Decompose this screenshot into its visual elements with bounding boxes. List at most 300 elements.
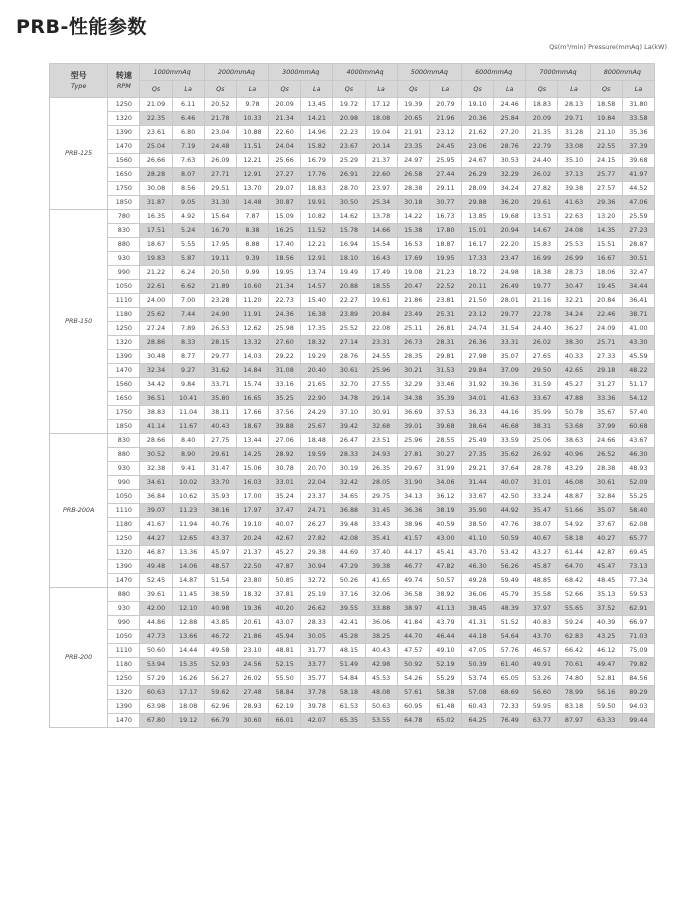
la-cell: 23.12 <box>429 126 461 140</box>
qs-cell: 30.50 <box>333 196 365 210</box>
la-cell: 45.79 <box>494 588 526 602</box>
qs-cell: 28.86 <box>140 336 172 350</box>
qs-cell: 33.36 <box>590 392 622 406</box>
la-cell: 28.13 <box>558 98 590 112</box>
la-cell: 20.24 <box>236 532 268 546</box>
la-cell: 14.84 <box>236 364 268 378</box>
qs-cell: 38.50 <box>462 518 494 532</box>
la-cell: 38.25 <box>365 630 397 644</box>
la-cell: 25.95 <box>429 154 461 168</box>
la-cell: 20.40 <box>301 364 333 378</box>
la-cell: 23.51 <box>365 434 397 448</box>
qs-cell: 24.40 <box>526 154 558 168</box>
la-cell: 78.99 <box>558 686 590 700</box>
la-cell: 12.21 <box>301 238 333 252</box>
qs-cell: 20.36 <box>462 112 494 126</box>
header-qs: Qs <box>269 81 301 98</box>
qs-cell: 19.95 <box>269 266 301 280</box>
header-la: La <box>172 81 204 98</box>
la-cell: 8.90 <box>172 448 204 462</box>
table-row <box>50 140 655 154</box>
la-cell: 24.55 <box>365 350 397 364</box>
qs-cell: 32.70 <box>333 378 365 392</box>
qs-cell: 14.22 <box>397 210 429 224</box>
qs-cell: 43.70 <box>462 546 494 560</box>
qs-cell: 25.77 <box>590 168 622 182</box>
header-qs: Qs <box>526 81 558 98</box>
la-cell: 87.97 <box>558 714 590 728</box>
qs-cell: 38.11 <box>204 406 236 420</box>
la-cell: 21.96 <box>429 112 461 126</box>
table-row <box>50 392 655 406</box>
la-cell: 11.94 <box>172 518 204 532</box>
qs-cell: 41.84 <box>397 616 429 630</box>
la-cell: 16.38 <box>301 308 333 322</box>
qs-cell: 27.33 <box>590 350 622 364</box>
qs-cell: 35.47 <box>526 504 558 518</box>
la-cell: 16.65 <box>236 392 268 406</box>
qs-cell: 47.73 <box>140 630 172 644</box>
la-cell: 89.29 <box>622 686 654 700</box>
rpm-cell: 1320 <box>108 546 140 560</box>
qs-cell: 48.45 <box>590 574 622 588</box>
qs-cell: 24.48 <box>204 140 236 154</box>
rpm-cell: 830 <box>108 224 140 238</box>
la-cell: 31.99 <box>429 462 461 476</box>
la-cell: 32.72 <box>301 574 333 588</box>
la-cell: 8.33 <box>172 336 204 350</box>
rpm-cell: 1320 <box>108 112 140 126</box>
table-row <box>50 630 655 644</box>
la-cell: 18.32 <box>236 588 268 602</box>
la-cell: 66.42 <box>558 644 590 658</box>
la-cell: 8.56 <box>172 182 204 196</box>
table-row <box>50 322 655 336</box>
la-cell: 37.53 <box>429 406 461 420</box>
la-cell: 61.44 <box>558 546 590 560</box>
table-row <box>50 560 655 574</box>
page-title: PRB-性能参数 <box>16 16 147 38</box>
la-cell: 58.18 <box>558 532 590 546</box>
qs-cell: 30.61 <box>333 364 365 378</box>
la-cell: 41.13 <box>429 602 461 616</box>
qs-cell: 40.43 <box>204 420 236 434</box>
la-cell: 32.29 <box>494 168 526 182</box>
qs-cell: 40.27 <box>590 532 622 546</box>
la-cell: 7.87 <box>236 210 268 224</box>
la-cell: 17.80 <box>429 224 461 238</box>
la-cell: 21.23 <box>429 266 461 280</box>
la-cell: 30.05 <box>301 630 333 644</box>
performance-table <box>49 63 655 728</box>
header-pressure: 5000mmAq <box>397 64 461 81</box>
la-cell: 34.06 <box>429 476 461 490</box>
la-cell: 9.99 <box>236 266 268 280</box>
la-cell: 14.57 <box>301 280 333 294</box>
la-cell: 26.02 <box>236 672 268 686</box>
rpm-cell: 1470 <box>108 714 140 728</box>
la-cell: 58.38 <box>429 686 461 700</box>
qs-cell: 64.25 <box>462 714 494 728</box>
la-cell: 14.96 <box>301 126 333 140</box>
qs-cell: 42.00 <box>140 602 172 616</box>
qs-cell: 61.53 <box>333 700 365 714</box>
table-row <box>50 182 655 196</box>
la-cell: 32.47 <box>622 266 654 280</box>
table-row <box>50 672 655 686</box>
qs-cell: 13.51 <box>526 210 558 224</box>
qs-cell: 54.84 <box>333 672 365 686</box>
table-row <box>50 294 655 308</box>
qs-cell: 39.88 <box>269 420 301 434</box>
qs-cell: 39.01 <box>397 420 429 434</box>
qs-cell: 23.67 <box>333 140 365 154</box>
la-cell: 48.08 <box>365 686 397 700</box>
qs-cell: 23.06 <box>462 140 494 154</box>
qs-cell: 22.73 <box>269 294 301 308</box>
table-row <box>50 434 655 448</box>
qs-cell: 32.29 <box>397 378 429 392</box>
qs-cell: 29.61 <box>526 196 558 210</box>
qs-cell: 35.67 <box>590 406 622 420</box>
qs-cell: 29.21 <box>462 462 494 476</box>
la-cell: 32.06 <box>365 588 397 602</box>
qs-cell: 21.10 <box>590 126 622 140</box>
la-cell: 19.61 <box>365 294 397 308</box>
la-cell: 30.51 <box>622 252 654 266</box>
table-row <box>50 196 655 210</box>
la-cell: 48.22 <box>622 364 654 378</box>
qs-cell: 20.65 <box>397 112 429 126</box>
la-cell: 7.00 <box>172 294 204 308</box>
qs-cell: 41.31 <box>462 616 494 630</box>
qs-cell: 29.18 <box>590 364 622 378</box>
header-pressure: 2000mmAq <box>204 64 268 81</box>
qs-cell: 34.65 <box>333 490 365 504</box>
qs-cell: 35.13 <box>590 588 622 602</box>
qs-cell: 49.91 <box>526 658 558 672</box>
la-cell: 35.62 <box>494 448 526 462</box>
qs-cell: 53.94 <box>140 658 172 672</box>
qs-cell: 17.33 <box>462 252 494 266</box>
la-cell: 18.32 <box>301 336 333 350</box>
la-cell: 26.62 <box>301 602 333 616</box>
qs-cell: 28.66 <box>140 434 172 448</box>
table-row <box>50 252 655 266</box>
la-cell: 23.81 <box>429 294 461 308</box>
qs-cell: 26.58 <box>397 168 429 182</box>
qs-cell: 44.86 <box>140 616 172 630</box>
qs-cell: 20.09 <box>526 112 558 126</box>
la-cell: 59.49 <box>494 574 526 588</box>
la-cell: 17.00 <box>236 490 268 504</box>
la-cell: 30.27 <box>429 448 461 462</box>
la-cell: 13.70 <box>236 182 268 196</box>
la-cell: 25.31 <box>429 308 461 322</box>
qs-cell: 40.98 <box>204 602 236 616</box>
qs-cell: 40.39 <box>590 616 622 630</box>
la-cell: 53.42 <box>494 546 526 560</box>
qs-cell: 49.48 <box>140 560 172 574</box>
la-cell: 24.45 <box>429 140 461 154</box>
qs-cell: 50.26 <box>333 574 365 588</box>
qs-cell: 22.78 <box>526 308 558 322</box>
rpm-cell: 1470 <box>108 574 140 588</box>
qs-cell: 51.49 <box>333 658 365 672</box>
la-cell: 26.49 <box>494 280 526 294</box>
qs-cell: 34.01 <box>462 392 494 406</box>
header-la: La <box>429 81 461 98</box>
qs-cell: 18.72 <box>462 266 494 280</box>
qs-cell: 29.84 <box>462 364 494 378</box>
qs-cell: 34.38 <box>397 392 429 406</box>
header-rpm-cn: 转速 <box>115 70 132 80</box>
qs-cell: 19.08 <box>397 266 429 280</box>
qs-cell: 19.83 <box>140 252 172 266</box>
qs-cell: 38.07 <box>526 518 558 532</box>
la-cell: 25.34 <box>365 196 397 210</box>
la-cell: 46.08 <box>558 476 590 490</box>
qs-cell: 35.24 <box>269 490 301 504</box>
la-cell: 22.63 <box>558 210 590 224</box>
qs-cell: 38.45 <box>462 602 494 616</box>
qs-cell: 29.61 <box>204 448 236 462</box>
la-cell: 13.32 <box>236 336 268 350</box>
la-cell: 6.62 <box>172 280 204 294</box>
qs-cell: 45.47 <box>590 560 622 574</box>
la-cell: 14.66 <box>365 224 397 238</box>
la-cell: 43.30 <box>622 336 654 350</box>
qs-cell: 62.96 <box>204 700 236 714</box>
qs-cell: 22.35 <box>140 112 172 126</box>
la-cell: 68.42 <box>558 574 590 588</box>
qs-cell: 31.90 <box>397 476 429 490</box>
la-cell: 7.44 <box>172 308 204 322</box>
la-cell: 27.48 <box>236 686 268 700</box>
la-cell: 7.89 <box>172 322 204 336</box>
header-la: La <box>622 81 654 98</box>
rpm-cell: 990 <box>108 476 140 490</box>
la-cell: 7.63 <box>172 154 204 168</box>
table-row <box>50 378 655 392</box>
qs-cell: 29.67 <box>397 462 429 476</box>
qs-cell: 28.35 <box>397 350 429 364</box>
la-cell: 21.86 <box>236 630 268 644</box>
rpm-cell: 930 <box>108 602 140 616</box>
qs-cell: 38.83 <box>140 406 172 420</box>
la-cell: 22.60 <box>365 168 397 182</box>
qs-cell: 40.76 <box>204 518 236 532</box>
la-cell: 62.08 <box>622 518 654 532</box>
qs-cell: 35.58 <box>526 588 558 602</box>
qs-cell: 34.61 <box>140 476 172 490</box>
qs-cell: 38.59 <box>204 588 236 602</box>
la-cell: 22.08 <box>365 322 397 336</box>
qs-cell: 30.48 <box>140 350 172 364</box>
qs-cell: 65.35 <box>333 714 365 728</box>
la-cell: 24.71 <box>301 504 333 518</box>
header-type <box>50 64 108 98</box>
la-cell: 24.29 <box>301 406 333 420</box>
qs-cell: 52.93 <box>204 658 236 672</box>
la-cell: 14.21 <box>301 112 333 126</box>
qs-cell: 39.55 <box>333 602 365 616</box>
qs-cell: 21.89 <box>204 280 236 294</box>
la-cell: 33.43 <box>365 518 397 532</box>
qs-cell: 31.62 <box>204 364 236 378</box>
qs-cell: 25.11 <box>397 322 429 336</box>
la-cell: 18.87 <box>429 238 461 252</box>
la-cell: 25.19 <box>301 588 333 602</box>
la-cell: 22.52 <box>429 280 461 294</box>
la-cell: 25.59 <box>622 210 654 224</box>
qs-cell: 28.38 <box>397 182 429 196</box>
header-rpm-en: RPM <box>116 81 131 90</box>
la-cell: 26.27 <box>301 518 333 532</box>
table-row <box>50 238 655 252</box>
qs-cell: 18.56 <box>269 252 301 266</box>
qs-cell: 42.67 <box>269 532 301 546</box>
rpm-cell: 880 <box>108 448 140 462</box>
la-cell: 9.78 <box>236 98 268 112</box>
la-cell: 37.64 <box>494 462 526 476</box>
qs-cell: 45.28 <box>333 630 365 644</box>
qs-cell: 42.41 <box>333 616 365 630</box>
la-cell: 38.19 <box>429 504 461 518</box>
la-cell: 15.40 <box>301 294 333 308</box>
la-cell: 18.55 <box>365 280 397 294</box>
header-pressure: 8000mmAq <box>590 64 654 81</box>
la-cell: 41.63 <box>494 392 526 406</box>
la-cell: 48.93 <box>622 462 654 476</box>
la-cell: 36.41 <box>622 294 654 308</box>
qs-cell: 60.95 <box>397 700 429 714</box>
table-row <box>50 518 655 532</box>
la-cell: 44.16 <box>494 406 526 420</box>
qs-cell: 25.52 <box>333 322 365 336</box>
rpm-cell: 1390 <box>108 560 140 574</box>
la-cell: 20.94 <box>494 224 526 238</box>
la-cell: 11.51 <box>236 140 268 154</box>
qs-cell: 35.99 <box>526 406 558 420</box>
table-row <box>50 98 655 112</box>
la-cell: 14.44 <box>172 644 204 658</box>
la-cell: 51.66 <box>558 504 590 518</box>
la-cell: 13.74 <box>301 266 333 280</box>
qs-cell: 20.52 <box>204 98 236 112</box>
qs-cell: 18.38 <box>526 266 558 280</box>
qs-cell: 24.97 <box>397 154 429 168</box>
la-cell: 6.46 <box>172 112 204 126</box>
la-cell: 46.44 <box>429 630 461 644</box>
la-cell: 16.79 <box>301 154 333 168</box>
qs-cell: 31.08 <box>269 364 301 378</box>
qs-cell: 54.26 <box>397 672 429 686</box>
la-cell: 17.66 <box>236 406 268 420</box>
qs-cell: 60.43 <box>462 700 494 714</box>
la-cell: 47.06 <box>622 196 654 210</box>
rpm-cell: 1750 <box>108 182 140 196</box>
header-la: La <box>301 81 333 98</box>
qs-cell: 41.67 <box>140 518 172 532</box>
header-qs: Qs <box>333 81 365 98</box>
rpm-cell: 1050 <box>108 490 140 504</box>
table-row <box>50 546 655 560</box>
la-cell: 11.67 <box>172 420 204 434</box>
qs-cell: 18.06 <box>590 266 622 280</box>
la-cell: 28.87 <box>622 238 654 252</box>
table-row <box>50 504 655 518</box>
header-pressure: 7000mmAq <box>526 64 590 81</box>
qs-cell: 27.81 <box>397 448 429 462</box>
la-cell: 50.63 <box>365 700 397 714</box>
qs-cell: 36.06 <box>462 588 494 602</box>
la-cell: 6.24 <box>172 266 204 280</box>
qs-cell: 29.77 <box>204 350 236 364</box>
table-row <box>50 686 655 700</box>
la-cell: 42.07 <box>301 714 333 728</box>
qs-cell: 44.27 <box>140 532 172 546</box>
header-qs: Qs <box>140 81 172 98</box>
qs-cell: 27.75 <box>204 434 236 448</box>
qs-cell: 35.90 <box>462 504 494 518</box>
qs-cell: 41.57 <box>397 532 429 546</box>
rpm-cell: 880 <box>108 588 140 602</box>
qs-cell: 56.60 <box>526 686 558 700</box>
la-cell: 12.91 <box>301 252 333 266</box>
qs-cell: 40.20 <box>269 602 301 616</box>
la-cell: 50.59 <box>494 532 526 546</box>
table-row <box>50 210 655 224</box>
header-la: La <box>365 81 397 98</box>
la-cell: 20.84 <box>365 308 397 322</box>
qs-cell: 15.38 <box>397 224 429 238</box>
la-cell: 17.97 <box>236 504 268 518</box>
rpm-cell: 930 <box>108 462 140 476</box>
qs-cell: 22.23 <box>333 126 365 140</box>
qs-cell: 32.38 <box>140 462 172 476</box>
qs-cell: 36.33 <box>462 406 494 420</box>
la-cell: 33.58 <box>622 112 654 126</box>
qs-cell: 15.09 <box>269 210 301 224</box>
la-cell: 42.65 <box>558 364 590 378</box>
header-pressure: 6000mmAq <box>462 64 526 81</box>
table-row <box>50 350 655 364</box>
qs-cell: 24.66 <box>590 434 622 448</box>
qs-cell: 67.80 <box>140 714 172 728</box>
la-cell: 41.65 <box>365 574 397 588</box>
la-cell: 44.52 <box>622 182 654 196</box>
qs-cell: 31.92 <box>462 378 494 392</box>
rpm-cell: 1250 <box>108 98 140 112</box>
model-cell: PRB-125 <box>50 98 108 210</box>
qs-cell: 43.27 <box>526 546 558 560</box>
la-cell: 17.12 <box>365 98 397 112</box>
qs-cell: 20.11 <box>462 280 494 294</box>
la-cell: 59.24 <box>558 616 590 630</box>
la-cell: 70.61 <box>558 658 590 672</box>
table-row <box>50 574 655 588</box>
qs-cell: 21.86 <box>397 294 429 308</box>
la-cell: 33.88 <box>365 602 397 616</box>
qs-cell: 40.67 <box>526 532 558 546</box>
table-row <box>50 126 655 140</box>
la-cell: 31.77 <box>301 644 333 658</box>
table-row <box>50 420 655 434</box>
qs-cell: 16.79 <box>204 224 236 238</box>
la-cell: 27.44 <box>429 168 461 182</box>
la-cell: 30.91 <box>365 406 397 420</box>
